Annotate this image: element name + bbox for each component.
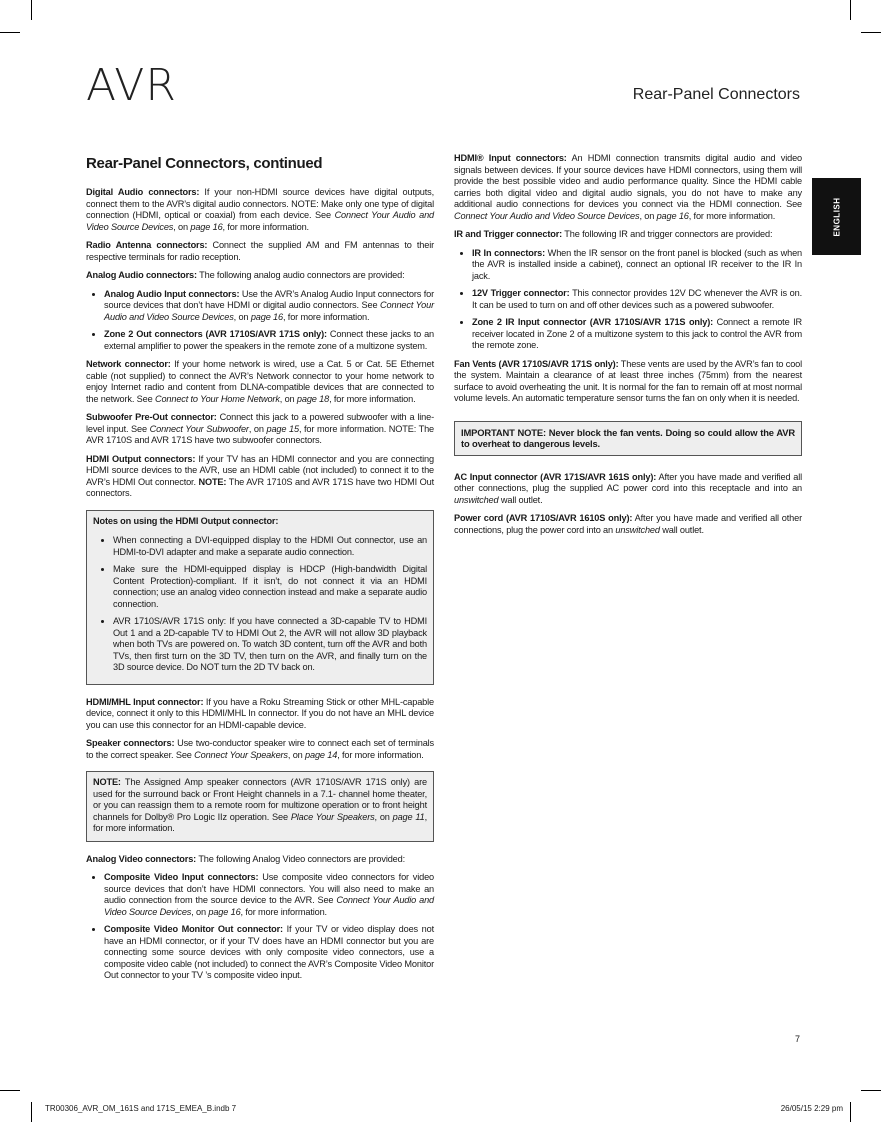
body-text: , on xyxy=(287,749,306,760)
term-label: Radio Antenna connectors: xyxy=(86,240,208,250)
page-reference: page 16 xyxy=(208,906,241,917)
list-item: • AVR 1710S/AVR 171S only: If you have connected a 3D-capable TV to HDMI Out 1 and a 2D-capable TV to HDMI Out 2, the AVR will not allow 3D playback when both TVs are powered on. To watch 3D content, turn off the AVR and both TVs, then first turn on the 3D TV, then turn on the AVR, and finally turn on the 3D source device. Do NOT turn the 2D TV back on. xyxy=(113,616,427,674)
note-label: NOTE: xyxy=(93,777,121,787)
paragraph-network xyxy=(86,359,434,405)
body-text: If your home network is wired, use a Cat. 5 or Cat. 5E Ethernet cable (not supplied) to connect the AVR’s Network connector to your home network to enjoy Internet radio and content from DLNA-compatible devices that are connected to the network. See xyxy=(86,359,434,404)
list-item: • Make sure the HDMI-equipped display is HDCP (High-bandwidth Digital Content Protection)-compliant. If it isn’t, do not connect it via an HDMI connection; use an analog video connection instead and make a separate audio connection. xyxy=(113,564,427,610)
term-label: Subwoofer Pre-Out connector: xyxy=(86,412,217,422)
notes-list xyxy=(93,535,427,674)
list-item xyxy=(104,329,434,352)
term-label: Analog Audio connectors: xyxy=(86,270,197,280)
cross-reference: Connect Your Audio and Video Source Devices xyxy=(104,895,434,917)
note-label: NOTE: xyxy=(198,476,227,487)
body-text: The following analog audio connectors are provided: xyxy=(196,270,405,280)
term-label: Zone 2 IR Input connector (AVR 1710S/AVR 171S only): xyxy=(472,317,714,327)
page-reference: page 18 xyxy=(296,393,330,404)
body-text: The AVR 1710S and AVR 171S have two HDMI Out connectors. xyxy=(86,476,434,498)
paragraph-hdmi-output xyxy=(86,454,434,500)
body-text: The Assigned Amp speaker connectors (AVR 1710S/AVR 171S only) are used for the surround back or Front Height channels in a 7.1- channel home theater, or you can reassign them to a remote room for multizone operation or to front height channels for Dolby® Pro Logic IIz operation. See xyxy=(93,777,427,822)
body-text: , for more information. xyxy=(337,749,424,760)
important-note-box: IMPORTANT NOTE: Never block the fan vents. Doing so could allow the AVR to overheat to dangerous levels. xyxy=(454,421,802,456)
paragraph-digital-audio xyxy=(86,187,434,233)
term-label: HDMI® Input connectors: xyxy=(454,153,567,163)
page-number: 7 xyxy=(795,1034,801,1044)
term-label: Digital Audio connectors: xyxy=(86,187,200,197)
body-text: This connector provides 12V DC whenever the AVR is on. It can be used to turn on and off other devices such as a powered subwoofer. xyxy=(472,288,802,310)
body-text: After you have made and verified all other connections, plug the supplied AC power cord into this receptacle and into an xyxy=(454,471,802,493)
crop-mark xyxy=(861,32,881,33)
term-label: Analog Audio Input connectors: xyxy=(104,288,240,299)
body-text: After you have made and verified all other connections, plug the power cord into an xyxy=(454,513,802,535)
hdmi-output-notes-box xyxy=(86,510,434,685)
body-text: An HDMI connection transmits digital audio and video signals between devices. If your source devices have HDMI connectors, using them will provide the best possible video and audio performance quality. Since the HDMI cable carries both digital video and digital audio signals, you do not have to make any additional audio connections for devices you connect via the HDMI connection. See xyxy=(454,153,802,209)
body-text: , on xyxy=(191,906,209,917)
page-reference: page 16 xyxy=(190,221,223,232)
list-item xyxy=(472,317,802,352)
body-text: , for more information. xyxy=(282,311,370,322)
body-text: , for more information. xyxy=(93,811,427,833)
body-text: , on xyxy=(279,393,297,404)
list-item xyxy=(104,872,434,918)
right-column xyxy=(454,153,802,543)
footer-file-name: TR00306_AVR_OM_161S and 171S_EMEA_B.indb 7 xyxy=(45,1104,237,1113)
crop-mark xyxy=(850,1102,851,1122)
page-reference: page 14 xyxy=(305,749,338,760)
body-text: , for more information. xyxy=(240,906,327,917)
paragraph-hdmi-input xyxy=(454,153,802,222)
paragraph-power-cord xyxy=(454,513,802,536)
body-text: , for more information. xyxy=(329,393,416,404)
list-item xyxy=(104,924,434,982)
paragraph-analog-audio xyxy=(86,270,434,282)
list-item xyxy=(104,289,434,324)
paragraph-fan-vents xyxy=(454,359,802,405)
term-label: Power cord (AVR 1710S/AVR 1610S only): xyxy=(454,513,633,523)
paragraph-ac-input xyxy=(454,472,802,507)
term-label: Fan Vents (AVR 1710S/AVR 171S only): xyxy=(454,358,619,369)
page-reference: page 11 xyxy=(392,811,425,822)
emphasis-text: unswitched xyxy=(454,494,499,505)
crop-mark xyxy=(861,1090,881,1091)
crop-mark xyxy=(0,1090,20,1091)
cross-reference: Connect to Your Home Network xyxy=(154,393,280,404)
body-text: These vents are used by the AVR’s fan to cool the system. Maintain a clearance of at least three inches (75mm) from the nearest surface to avoid overheating the unit. It is normal for the fan to remain off at most normal volume levels. An automatic temperature sensor turns the fan on only when it is needed. xyxy=(454,358,803,403)
body-text: If your non-HDMI source devices have digital outputs, connect them to the AVR’s digital audio connectors. NOTE: Make only one type of digital connection (HDMI, optical or coaxial) from each device. See xyxy=(86,187,434,220)
body-text: , on xyxy=(248,423,267,434)
cross-reference: Connect Your Audio and Video Source Devices xyxy=(104,300,434,322)
ir-list xyxy=(454,248,802,352)
body-text: Connect a remote IR receiver located in Zone 2 of a multizone system to this jack to control the AVR from the remote zone. xyxy=(472,317,802,350)
body-text: The following IR and trigger connectors are provided: xyxy=(562,229,773,239)
paragraph-radio-antenna xyxy=(86,240,434,263)
term-label: HDMI/MHL Input connector: xyxy=(86,696,204,707)
crop-mark xyxy=(850,0,851,20)
paragraph-speaker xyxy=(86,738,434,761)
body-text: , for more information. NOTE: The AVR 1710S and AVR 171S have two subwoofer connectors. xyxy=(86,423,435,445)
analog-audio-list xyxy=(86,289,434,353)
body-text: wall outlet. xyxy=(498,494,543,505)
cross-reference: Place Your Speakers xyxy=(290,811,375,822)
cross-reference: Connect Your Audio and Video Source Devices xyxy=(86,210,434,232)
cross-reference: Connect Your Subwoofer xyxy=(149,423,249,434)
crop-mark xyxy=(31,0,32,20)
body-text: , for more information. xyxy=(688,210,776,221)
body-text: Connect these jacks to an external amplifier to power the speakers in the remote zone of a multizone system. xyxy=(104,329,434,351)
term-label: Zone 2 Out connectors (AVR 1710S/AVR 171S only): xyxy=(104,329,327,339)
paragraph-analog-video xyxy=(86,854,434,866)
term-label: IR and Trigger connector: xyxy=(454,229,563,239)
assigned-amp-note-box xyxy=(86,771,434,842)
list-item xyxy=(472,288,802,311)
page-reference: page 16 xyxy=(250,311,283,322)
body-text: Use composite video connectors for video source devices that don’t have HDMI connectors. You will also need to make an audio connection from the source device to the AVR. See xyxy=(104,872,435,905)
term-label: Composite Video Input connectors: xyxy=(104,872,259,882)
term-label: 12V Trigger connector: xyxy=(472,288,570,298)
body-text: If you have a Roku Streaming Stick or other MHL-capable device, connect it only to this HDMI/MHL In connector. If you do not have an MHL device you can use this connector for an HDMI-capable device. xyxy=(86,696,434,730)
language-tab xyxy=(812,178,861,255)
analog-video-list xyxy=(86,872,434,982)
cross-reference: Connect Your Audio and Video Source Devices xyxy=(454,210,640,221)
language-tab-label: ENGLISH xyxy=(832,196,841,237)
brand-logo: AVR xyxy=(86,60,177,111)
page-reference: page 16 xyxy=(656,210,689,221)
list-item xyxy=(472,248,802,283)
term-label: HDMI Output connectors: xyxy=(86,453,196,464)
term-label: IR In connectors: xyxy=(472,247,546,258)
body-text: If your TV or video display does not have an HDMI connector, or if your TV does have an HDMI connector but you are connecting some source devices with only composite video connectors, use a composite video cable (not included) to connect the AVR’s Composite Video Monitor Out connector to your TV ’s composite video input. xyxy=(104,924,434,980)
paragraph-hdmi-mhl xyxy=(86,697,434,732)
body-text: wall outlet. xyxy=(659,524,704,535)
body-text: Connect this jack to a powered subwoofer with a line-level input. See xyxy=(86,412,434,434)
body-text: If your TV has an HDMI connector and you are connecting HDMI source devices to the AVR, use an HDMI cable (not included) to connect it to the AVR’s HDMI Out connector. xyxy=(86,453,434,487)
body-text: , on xyxy=(639,210,657,221)
term-label: Analog Video connectors: xyxy=(86,853,197,864)
body-text: Use the AVR’s Analog Audio Input connectors for source devices that don’t have HDMI or digital audio connectors. See xyxy=(104,288,434,310)
paragraph-ir-trigger xyxy=(454,229,802,241)
left-column xyxy=(86,152,434,989)
body-text: , on xyxy=(374,811,393,822)
page-reference: page 15 xyxy=(266,423,299,434)
paragraph-subwoofer xyxy=(86,412,434,447)
body-text: The following Analog Video connectors are provided: xyxy=(196,853,406,864)
section-title: Rear-Panel Connectors, continued xyxy=(86,155,323,172)
page-header-title: Rear-Panel Connectors xyxy=(632,86,800,103)
emphasis-text: unswitched xyxy=(615,524,660,535)
notes-box-title: Notes on using the HDMI Output connector: xyxy=(93,515,279,526)
list-item: • When connecting a DVI-equipped display to the HDMI Out connector, use an HDMI-to-DVI adapter and make a separate audio connection. xyxy=(113,535,427,558)
term-label: AC Input connector (AVR 171S/AVR 161S only): xyxy=(454,471,657,482)
body-text: Use two-conductor speaker wire to connect each set of terminals to the correct speaker. See xyxy=(86,738,434,760)
body-text: , for more information. xyxy=(222,221,309,232)
cross-reference: Connect Your Speakers xyxy=(194,749,288,760)
term-label: Speaker connectors: xyxy=(86,738,175,748)
body-text: When the IR sensor on the front panel is blocked (such as when the AVR is installed inside a cabinet), connect an optional IR receiver to the IR In jack. xyxy=(472,247,802,281)
body-text: , on xyxy=(173,221,191,232)
body-text: Connect the supplied AM and FM antennas to their respective terminals for radio reception. xyxy=(86,240,434,262)
term-label: Network connector: xyxy=(86,359,171,369)
term-label: Composite Video Monitor Out connector: xyxy=(104,924,283,934)
crop-mark xyxy=(31,1102,32,1122)
body-text: , on xyxy=(233,311,251,322)
footer-timestamp: 26/05/15 2:29 pm xyxy=(780,1104,843,1113)
crop-mark xyxy=(0,32,20,33)
